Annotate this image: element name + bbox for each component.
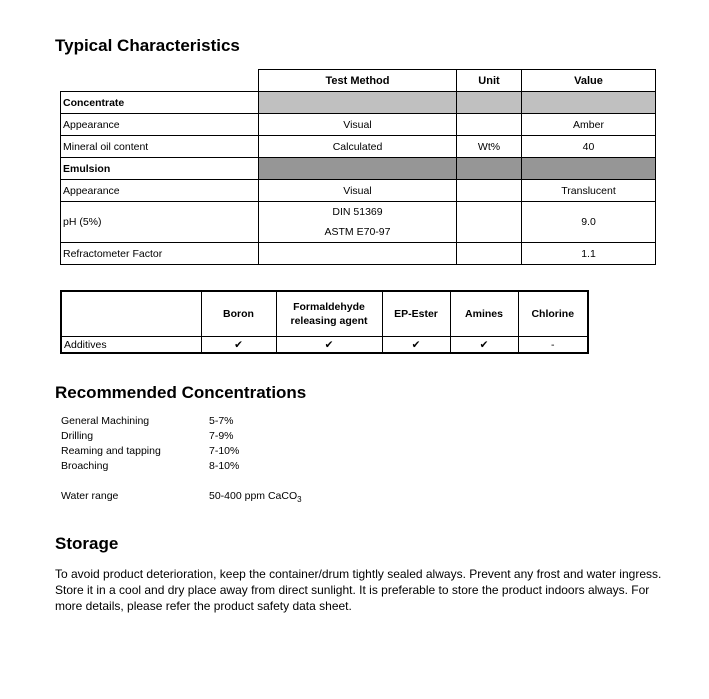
section-label: Emulsion: [61, 158, 259, 180]
test-method: [259, 202, 457, 243]
property-name: Refractometer Factor: [61, 243, 259, 265]
test-method: Visual: [259, 114, 457, 136]
unit: [457, 243, 522, 265]
storage-paragraph: To avoid product deterioration, keep the container/drum tightly sealed always. Prevent any frost and water ingress.: [55, 567, 662, 581]
value: 9.0: [522, 202, 656, 243]
check-icon: ✔: [382, 337, 450, 354]
table-row: [61, 202, 656, 243]
storage-paragraph: Store it in a cool and dry place away from direct sunlight. It is preferable to store the product indoors always. For more details, please refer the product safety data sheet.: [55, 583, 650, 613]
test-method: Visual: [259, 180, 457, 202]
additive-header: EP-Ester: [382, 291, 450, 337]
unit: Wt%: [457, 136, 522, 158]
concentration-label: Drilling: [61, 430, 94, 442]
table-row: [61, 114, 656, 136]
storage-heading: Storage: [55, 534, 119, 553]
table-row: [61, 136, 656, 158]
property-name: pH (5%): [61, 202, 259, 243]
additive-header: Boron: [201, 291, 276, 337]
test-method: [259, 243, 457, 265]
additives-label: Additives: [61, 337, 201, 354]
additive-header: Chlorine: [518, 291, 588, 337]
unit: [457, 180, 522, 202]
check-icon: ✔: [450, 337, 518, 354]
concentration-labels: [61, 414, 161, 474]
value: Translucent: [522, 180, 656, 202]
property-name: Appearance: [61, 180, 259, 202]
test-method: Calculated: [259, 136, 457, 158]
test-method-line: ASTM E70-97: [324, 226, 391, 238]
dash-value: -: [518, 337, 588, 354]
table-row: [61, 180, 656, 202]
concentration-label: General Machining: [61, 415, 150, 427]
recommended-concentrations-heading: Recommended Concentrations: [55, 383, 307, 402]
value: Amber: [522, 114, 656, 136]
section-label: Concentrate: [61, 92, 259, 114]
additives-table: [60, 290, 589, 354]
test-method-line: DIN 51369: [332, 206, 383, 218]
unit: [457, 202, 522, 243]
additives-header-row: [61, 291, 588, 337]
header-test-method: Test Method: [259, 70, 457, 92]
additive-header: Formaldehyde releasing agent: [276, 291, 382, 337]
header-unit: Unit: [457, 70, 522, 92]
value: 40: [522, 136, 656, 158]
concentration-values: [209, 414, 239, 474]
storage-text: [55, 566, 675, 614]
property-name: Mineral oil content: [61, 136, 259, 158]
table-row: [61, 243, 656, 265]
concentration-value: 8-10%: [209, 460, 240, 472]
additive-header: Amines: [450, 291, 518, 337]
additives-row: [61, 337, 588, 354]
check-icon: ✔: [276, 337, 382, 354]
concentration-label: Broaching: [61, 460, 109, 472]
concentration-label: Reaming and tapping: [61, 445, 161, 457]
characteristics-header-row: [61, 70, 656, 92]
header-value: Value: [522, 70, 656, 92]
concentration-value: 5-7%: [209, 415, 234, 427]
property-name: Appearance: [61, 114, 259, 136]
water-range-value: 50-400 ppm CaCO$_3$: [209, 490, 302, 505]
concentration-value: 7-10%: [209, 445, 240, 457]
water-range-label: Water range: [61, 490, 119, 502]
typical-characteristics-heading: Typical Characteristics: [55, 36, 240, 55]
section-concentrate: [61, 92, 656, 114]
value: 1.1: [522, 243, 656, 265]
check-icon: ✔: [201, 337, 276, 354]
characteristics-table: [60, 69, 656, 265]
concentration-value: 7-9%: [209, 430, 234, 442]
unit: [457, 114, 522, 136]
section-emulsion: [61, 158, 656, 180]
